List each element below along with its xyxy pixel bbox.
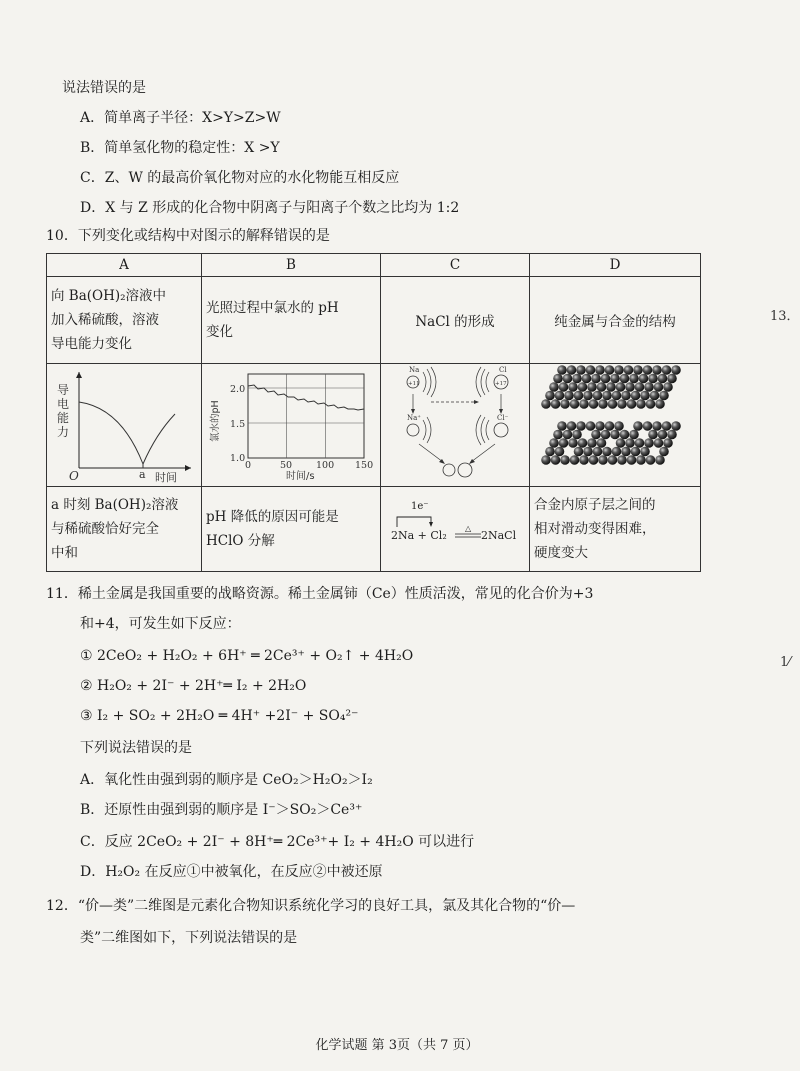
atom-sphere: [639, 374, 649, 384]
q10-desc-c-line1: NaCl 的形成: [415, 314, 495, 330]
fig-c-cl-label: Cl: [499, 366, 507, 374]
q12-stem-line2: 类”二维图如下，下列说法错误的是: [80, 930, 298, 946]
q11-ask: 下列说法错误的是: [80, 740, 192, 756]
q10-header-b: B: [202, 254, 381, 277]
atom-sphere: [629, 430, 639, 440]
atom-sphere: [601, 430, 611, 440]
fig-b-xlabel: 时间/s: [286, 471, 315, 482]
q10-expl-c: [381, 487, 530, 572]
q10-expl-a-line3: 中和: [51, 545, 78, 561]
atom-sphere: [614, 365, 624, 375]
atom-sphere: [549, 382, 559, 392]
atom-sphere: [591, 374, 601, 384]
atom-sphere: [567, 365, 577, 375]
atom-sphere: [608, 455, 618, 465]
q9-option-d: D．X 与 Z 形成的化合物中阴离子与阳离子个数之比均为 1:2: [80, 200, 460, 216]
atom-sphere: [559, 438, 569, 448]
q10-desc-a: [47, 277, 202, 364]
fig-c-na-core: +11: [408, 381, 420, 387]
atom-sphere: [620, 374, 630, 384]
q11-stem-line2: 和+4，可发生如下反应：: [80, 616, 241, 632]
fig-a-xlabel: 时间: [155, 471, 177, 484]
q10-header-a: A: [47, 254, 202, 277]
q10-fig-d-cell: [530, 364, 701, 487]
atom-sphere: [625, 438, 635, 448]
atom-sphere: [658, 374, 668, 384]
q10-header-row: [47, 254, 701, 277]
q11-option-b: B．还原性由强到弱的顺序是 I⁻＞SO₂＞Ce³⁺: [80, 802, 363, 818]
nacl-cl-ion: [458, 463, 472, 477]
q10-expl-b-line1: pH 降低的原因可能是: [206, 509, 339, 525]
q10-expl-a: [47, 487, 202, 572]
conductivity-curve-figure: [51, 364, 197, 482]
atom-sphere: [563, 430, 573, 440]
fig-a-origin: O: [69, 469, 79, 483]
q10-desc-a-line1: 向 Ba(OH)₂溶液中: [51, 288, 167, 304]
atom-sphere: [663, 382, 673, 392]
atom-sphere: [655, 455, 665, 465]
q11-reaction-3: ③ I₂ + SO₂ + 2H₂O ═ 4H⁺ +2I⁻ + SO₄²⁻: [80, 708, 359, 724]
atom-sphere: [560, 399, 570, 409]
atom-sphere: [553, 430, 563, 440]
fig-b-xtick-0: 0: [245, 460, 252, 471]
atom-sphere: [662, 421, 672, 431]
atom-sphere: [583, 391, 593, 401]
q10-fig-c-cell: [381, 364, 530, 487]
atom-sphere: [620, 430, 630, 440]
atom-sphere: [576, 365, 586, 375]
atom-sphere: [659, 391, 669, 401]
q10-description-row: [47, 277, 701, 364]
atom-sphere: [659, 447, 669, 457]
q9-option-c: C．Z、W 的最高价氧化物对应的水化物能互相反应: [80, 170, 400, 186]
q10-desc-a-line3: 导电能力变化: [51, 336, 132, 352]
atom-sphere: [631, 447, 641, 457]
atom-sphere: [663, 438, 673, 448]
q11-reaction-2: ② H₂O₂ + 2I⁻ + 2H⁺═ I₂ + 2H₂O: [80, 678, 307, 694]
atom-sphere: [646, 399, 656, 409]
q10-desc-d: [530, 277, 701, 364]
fig-a-point: a: [139, 468, 146, 481]
q10-desc-c: [381, 277, 530, 364]
q10-figure-row: [47, 364, 701, 487]
fig-a-ylabel-4: 力: [57, 425, 70, 439]
atom-sphere: [612, 391, 622, 401]
atom-sphere: [555, 391, 565, 401]
atom-sphere: [624, 365, 634, 375]
q11-option-a: A．氧化性由强到弱的顺序是 CeO₂＞H₂O₂＞I₂: [80, 772, 373, 788]
atom-sphere: [579, 455, 589, 465]
q9-option-a: A．简单离子半径：X>Y>Z>W: [80, 110, 281, 126]
atom-sphere: [633, 365, 643, 375]
atom-sphere: [549, 438, 559, 448]
atom-sphere: [605, 365, 615, 375]
atom-sphere: [578, 382, 588, 392]
atom-sphere: [654, 382, 664, 392]
atom-sphere: [610, 374, 620, 384]
fig-a-ylabel-3: 能: [57, 411, 70, 425]
atom-sphere: [606, 382, 616, 392]
atom-sphere: [568, 438, 578, 448]
atom-sphere: [593, 447, 603, 457]
q12-stem-line1: 12．“价—类”二维图是元素化合物知识系统化学习的良好工具，氯及其化合物的“价—: [46, 898, 576, 914]
atom-sphere: [541, 399, 551, 409]
atom-sphere: [595, 421, 605, 431]
q10-expl-a-line1: a 时刻 Ba(OH)₂溶液: [51, 497, 179, 513]
atom-sphere: [541, 455, 551, 465]
q10-desc-d-line1: 纯金属与合金的结构: [554, 314, 676, 330]
atom-sphere: [564, 391, 574, 401]
atom-sphere: [627, 399, 637, 409]
fig-b-ytick-0: 1.0: [230, 453, 246, 464]
atom-sphere: [608, 399, 618, 409]
atom-sphere: [648, 374, 658, 384]
atom-sphere: [545, 447, 555, 457]
atom-sphere: [627, 455, 637, 465]
atom-sphere: [553, 374, 563, 384]
atom-sphere: [612, 447, 622, 457]
atom-sphere: [650, 391, 660, 401]
atom-sphere: [591, 430, 601, 440]
atom-sphere: [643, 421, 653, 431]
q11-stem-line1: 11．稀土金属是我国重要的战略资源。稀土金属铈（Ce）性质活泼，常见的化合价为+3: [46, 586, 594, 602]
atom-sphere: [671, 365, 681, 375]
atom-sphere: [635, 438, 645, 448]
fig-a-ylabel-1: 导: [57, 383, 70, 397]
fig-b-xtick-3: 150: [355, 460, 374, 471]
fig-c-cl-ion: Cl⁻: [497, 414, 509, 422]
fig-b-xtick-1: 50: [280, 460, 293, 471]
atom-sphere: [587, 382, 597, 392]
atom-sphere: [644, 382, 654, 392]
atom-sphere: [616, 438, 626, 448]
q10-expl-d-line1: 合金内原子层之间的: [534, 497, 656, 513]
fig-a-ylabel-2: 电: [57, 397, 70, 411]
metal-alloy-structure-figure: [534, 364, 696, 482]
atom-sphere: [572, 430, 582, 440]
atom-sphere: [617, 455, 627, 465]
atom-sphere: [655, 399, 665, 409]
q10-expl-d-line3: 硬度变大: [534, 545, 588, 561]
atom-sphere: [557, 365, 567, 375]
q11-reaction-1: ① 2CeO₂ + H₂O₂ + 6H⁺ ═ 2Ce³⁺ + O₂↑ + 4H₂O: [80, 648, 414, 664]
q10-desc-b-line1: 光照过程中氯水的 pH: [206, 300, 339, 316]
atom-sphere: [646, 455, 656, 465]
atom-sphere: [568, 382, 578, 392]
atom-sphere: [574, 391, 584, 401]
fig-b-ytick-1: 1.5: [230, 419, 246, 430]
q11-option-d: D．H₂O₂ 在反应①中被氧化，在反应②中被还原: [80, 864, 383, 880]
atom-sphere: [582, 374, 592, 384]
fig-b-xtick-2: 100: [316, 460, 335, 471]
electron-count: 1e⁻: [411, 501, 429, 512]
atom-sphere: [586, 421, 596, 431]
atom-sphere: [589, 455, 599, 465]
atom-sphere: [640, 391, 650, 401]
atom-sphere: [570, 399, 580, 409]
atom-sphere: [648, 430, 658, 440]
nacl-formation-figure: [385, 364, 525, 482]
reactants: 2Na + Cl₂: [391, 529, 447, 542]
atom-sphere: [602, 447, 612, 457]
atom-sphere: [652, 365, 662, 375]
atom-sphere: [551, 399, 561, 409]
atom-sphere: [555, 447, 565, 457]
atom-sphere: [586, 365, 596, 375]
atom-sphere: [567, 421, 577, 431]
alloy-lattice: [541, 421, 681, 465]
q10-expl-b-line2: HClO 分解: [206, 533, 275, 549]
atom-sphere: [583, 447, 593, 457]
q9-stem-tail: 说法错误的是: [62, 80, 146, 96]
ph-chart-figure: [206, 364, 376, 482]
atom-sphere: [605, 421, 615, 431]
atom-sphere: [635, 382, 645, 392]
atom-sphere: [658, 430, 668, 440]
fig-b-ylabel: 氯水的pH: [210, 400, 221, 442]
atom-sphere: [559, 382, 569, 392]
fig-c-cl-core: +17: [495, 381, 507, 387]
electron-transfer-equation: [385, 497, 519, 557]
heat-symbol: △: [465, 524, 472, 533]
fig-b-ytick-2: 2.0: [230, 384, 246, 395]
q10-expl-b: [202, 487, 381, 572]
atom-sphere: [545, 391, 555, 401]
na-ion-nucleus: [407, 424, 419, 436]
atom-sphere: [570, 455, 580, 465]
atom-sphere: [616, 382, 626, 392]
atom-sphere: [598, 399, 608, 409]
atom-sphere: [572, 374, 582, 384]
fig-c-na-ion: Na⁺: [407, 414, 421, 422]
atom-sphere: [667, 374, 677, 384]
atom-sphere: [587, 438, 597, 448]
atom-sphere: [643, 365, 653, 375]
atom-sphere: [654, 438, 664, 448]
q10-table: [46, 253, 701, 572]
q10-expl-d-line2: 相对滑动变得困难，: [534, 521, 656, 537]
atom-sphere: [652, 421, 662, 431]
atom-sphere: [621, 391, 631, 401]
atom-sphere: [595, 365, 605, 375]
atom-sphere: [598, 455, 608, 465]
atom-sphere: [597, 382, 607, 392]
atom-sphere: [621, 447, 631, 457]
atom-sphere: [629, 374, 639, 384]
q10-fig-a-cell: [47, 364, 202, 487]
atom-sphere: [636, 399, 646, 409]
atom-sphere: [644, 438, 654, 448]
q10-desc-a-line2: 加入稀硫酸，溶液: [51, 312, 159, 328]
atom-sphere: [614, 421, 624, 431]
atom-sphere: [551, 455, 561, 465]
atom-sphere: [662, 365, 672, 375]
atom-sphere: [579, 399, 589, 409]
q9-option-b: B．简单氢化物的稳定性：X >Y: [80, 140, 280, 156]
q10-expl-d: [530, 487, 701, 572]
atom-sphere: [617, 399, 627, 409]
margin-number-14: 1⁄: [780, 655, 791, 670]
q10-desc-b-line2: 变化: [206, 324, 233, 340]
atom-sphere: [671, 421, 681, 431]
margin-number-13: 13．: [770, 309, 800, 324]
q11-option-c: C．反应 2CeO₂ + 2I⁻ + 8H⁺═ 2Ce³⁺+ I₂ + 4H₂O 可以进行: [80, 834, 475, 850]
atom-sphere: [601, 374, 611, 384]
q10-fig-b-cell: [202, 364, 381, 487]
atom-sphere: [576, 421, 586, 431]
atom-sphere: [667, 430, 677, 440]
pure-metal-lattice: [541, 365, 681, 409]
atom-sphere: [640, 447, 650, 457]
atom-sphere: [597, 438, 607, 448]
cl-ion-nucleus: [494, 423, 508, 437]
nacl-na-ion: [443, 464, 455, 476]
atom-sphere: [636, 455, 646, 465]
q10-desc-b: [202, 277, 381, 364]
product: 2NaCl: [481, 529, 517, 542]
atom-sphere: [574, 447, 584, 457]
q10-header-d: D: [530, 254, 701, 277]
q10-expl-a-line2: 与稀硫酸恰好完全: [51, 521, 159, 537]
q10-explanation-row: [47, 487, 701, 572]
atom-sphere: [625, 382, 635, 392]
q10-header-c: C: [381, 254, 530, 277]
atom-sphere: [602, 391, 612, 401]
atom-sphere: [560, 455, 570, 465]
atom-sphere: [589, 399, 599, 409]
atom-sphere: [631, 391, 641, 401]
q10-stem: 10．下列变化或结构中对图示的解释错误的是: [46, 228, 330, 244]
atom-sphere: [563, 374, 573, 384]
atom-sphere: [633, 421, 643, 431]
page-footer: 化学试题 第 3页（共 7 页）: [315, 1038, 479, 1053]
atom-sphere: [593, 391, 603, 401]
atom-sphere: [557, 421, 567, 431]
atom-sphere: [610, 430, 620, 440]
atom-sphere: [578, 438, 588, 448]
fig-c-na-label: Na: [409, 366, 420, 374]
